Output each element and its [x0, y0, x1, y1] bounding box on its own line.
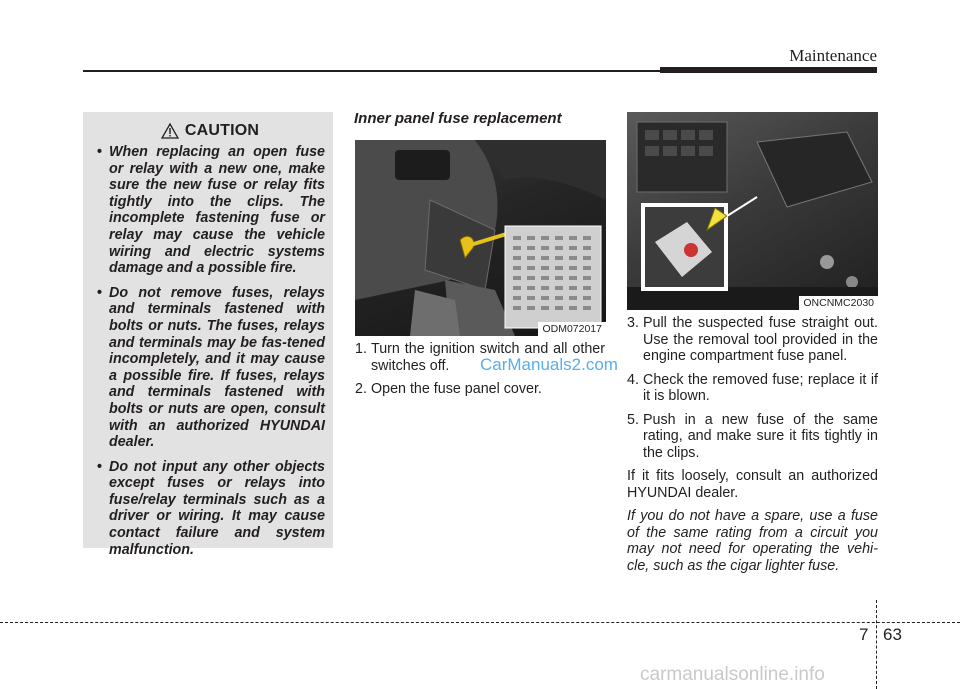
step-number: 4.: [627, 371, 639, 388]
steps-list-right: [627, 315, 878, 574]
caution-header: [95, 122, 325, 140]
step-text: Turn the ignition switch and all other switches off.: [371, 341, 605, 374]
header-rule-accent: [660, 67, 877, 73]
caution-title: CAUTION: [184, 122, 260, 139]
caution-item: [95, 285, 325, 451]
figure-code: ONCNMC2030: [799, 296, 878, 310]
figure-code: ODM072017: [538, 322, 606, 336]
step-number: 2.: [355, 381, 367, 397]
section-title: Maintenance: [789, 46, 877, 65]
step-text: Open the fuse panel cover.: [371, 381, 542, 397]
step-item: [627, 412, 878, 462]
step-number: 3.: [627, 315, 639, 331]
header-rule: [83, 70, 660, 72]
chapter-number: 7: [859, 625, 869, 644]
caution-box: [83, 112, 333, 558]
caution-item-text: Do not remove fuses, relays and terminals fastened with bolts or nuts. The fuses, relays and terminals may be fas-tened incompletely, and it may cause a possible fire. If fuses, relays and terminals fastened with bolts or nuts are open, consult with an authorized HYUNDAI dealer.: [109, 284, 325, 451]
step-text: Check the removed fuse; replace it if it is blown.: [643, 371, 878, 404]
bullet-icon: •: [97, 284, 103, 301]
page-number: 63: [883, 625, 902, 644]
footer-vertical-divider: [876, 600, 877, 689]
section-heading: Inner panel fuse replacement: [354, 110, 562, 127]
step-number: 1.: [355, 341, 367, 357]
caution-list: [95, 144, 325, 558]
caution-item: [95, 459, 325, 559]
footer-divider: [0, 622, 960, 623]
step-text: Push in a new fuse of the same rating, and make sure it fits tightly in the clips.: [643, 411, 878, 461]
engine-compartment-illustration: [627, 112, 878, 310]
spare-fuse-note: If you do not have a spare, use a fuse of the same rating from a circuit you may not need for operating the vehi-cle, such as the cigar lighter fuse.: [627, 508, 878, 574]
bullet-icon: •: [97, 458, 103, 475]
fuse-panel-photo: [355, 140, 606, 336]
dashboard-illustration: [355, 140, 606, 336]
step-number: 5.: [627, 411, 639, 428]
step-text: Pull the suspected fuse straight out. Use the removal tool provided in the engine compartment fuse panel.: [643, 315, 878, 364]
bullet-icon: •: [97, 144, 103, 160]
watermark-link[interactable]: CarManuals2.com: [480, 355, 618, 374]
step-item: [627, 315, 878, 365]
site-watermark[interactable]: carmanualsonline.info: [640, 664, 825, 685]
warning-triangle-icon: [161, 123, 179, 139]
caution-item-text: When replacing an open fuse or relay with a new one, make sure the new fuse or relay fits tightly into the clips. The incomplete fastening fuse or relay may cause the vehicle wiring and electric systems damage and a possible fire.: [109, 144, 325, 277]
step-item: [627, 372, 878, 405]
caution-item: [95, 144, 325, 277]
fuse-removal-tool-photo: [627, 112, 878, 310]
caution-item-text: Do not input any other objects except fuses or relays into fuse/relay terminals such as a driver or wiring. It may cause contact failure and system malfunction.: [109, 458, 325, 558]
loose-fit-note: If it fits loosely, consult an authorized HYUNDAI dealer.: [627, 468, 878, 501]
step-item: [355, 381, 605, 398]
